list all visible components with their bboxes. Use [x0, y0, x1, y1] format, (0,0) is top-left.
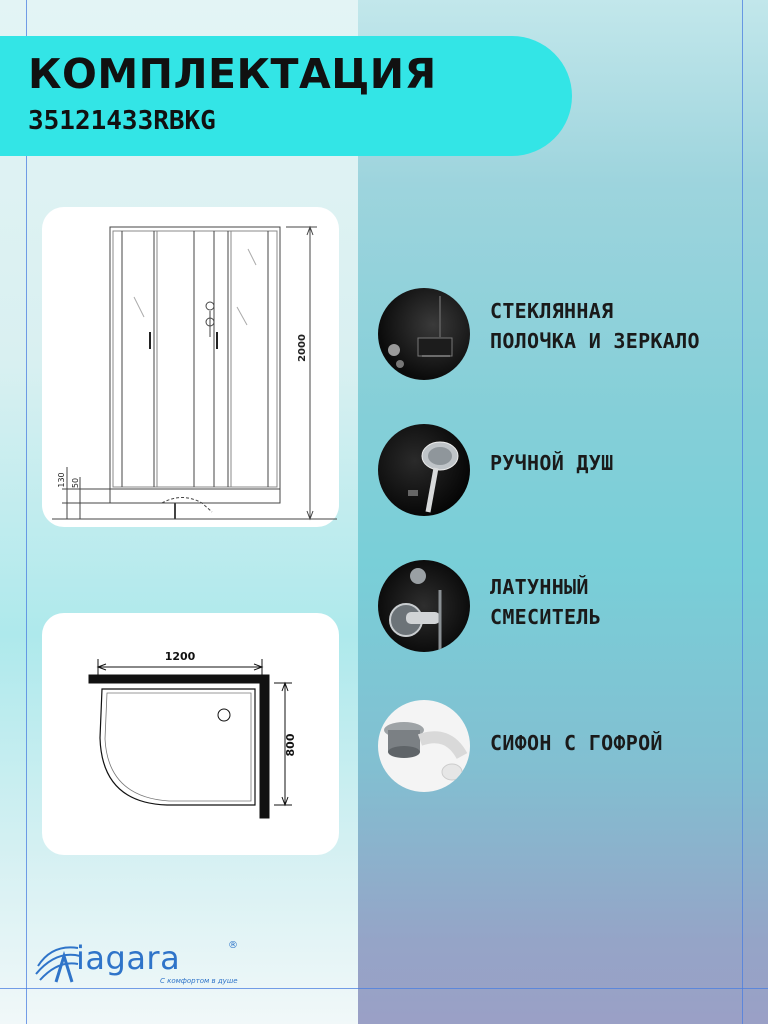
registered-mark: ®: [228, 940, 238, 951]
feature-label-mixer: [490, 572, 601, 632]
feature-line: СИФОН С ГОФРОЙ: [490, 731, 663, 755]
siphon-photo: [378, 700, 470, 792]
height-dimension-label: 2000: [297, 334, 308, 362]
feature-line: СМЕСИТЕЛЬ: [490, 605, 602, 629]
top-view-card: [42, 613, 339, 855]
width-dimension-label: 1200: [164, 650, 196, 663]
feature-line: РУЧНОЙ ДУШ: [490, 451, 614, 475]
depth-dimension-label: 800: [284, 733, 297, 757]
brass-mixer-photo: [378, 560, 470, 652]
feature-line: ЛАТУННЫЙ: [490, 575, 589, 599]
top-view-drawing: [42, 613, 339, 855]
brand-tagline: С комфортом в душе: [160, 977, 238, 985]
brand-name: iagara: [76, 939, 181, 977]
base-outer-dimension-label: 130: [57, 472, 66, 488]
front-view-card: [42, 207, 339, 527]
glass-shelf-mirror-photo: [378, 288, 470, 380]
page-title: КОМПЛЕКТАЦИЯ: [28, 50, 437, 98]
guide-line: [742, 0, 743, 1024]
feature-label-siphon: [490, 728, 663, 758]
hand-shower-photo: [378, 424, 470, 516]
product-code: 35121433RBKG: [28, 106, 216, 136]
feature-line: СТЕКЛЯННАЯ: [490, 299, 614, 323]
front-view-drawing: [42, 207, 339, 527]
base-inner-dimension-label: 50: [71, 477, 80, 489]
feature-label-hand-shower: [490, 448, 613, 478]
feature-line: ПОЛОЧКА И ЗЕРКАЛО: [490, 329, 700, 353]
feature-label-glass-shelf: [490, 296, 700, 356]
